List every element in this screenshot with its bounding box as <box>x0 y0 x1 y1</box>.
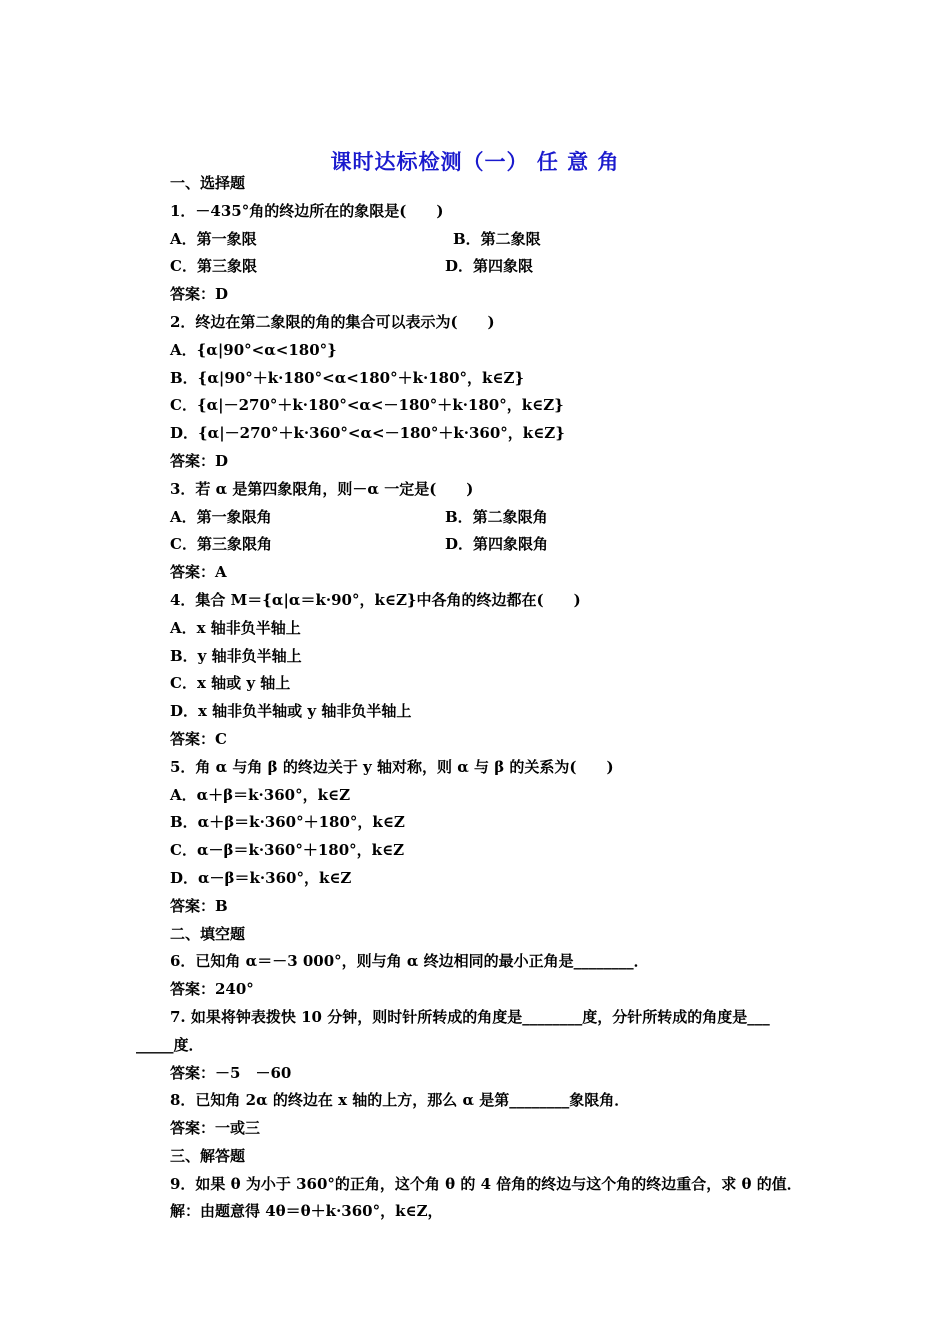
question-5: 5．角 α 与角 β 的终边关于 y 轴对称，则 α 与 β 的关系为( ) <box>170 757 614 776</box>
option-c: C．x 轴或 y 轴上 <box>170 674 291 693</box>
option-a: A．x 轴非负半轴上 <box>170 618 301 637</box>
option-row <box>170 253 820 281</box>
option-c: C．α－β＝k·360°＋180°，k∈Z <box>170 841 405 860</box>
option-c: C．{α|－270°＋k·180°<α<－180°＋k·180°，k∈Z} <box>170 396 564 415</box>
document-body <box>136 170 820 1226</box>
question-2: 2．终边在第二象限的角的集合可以表示为( ) <box>170 312 495 331</box>
question-9: 9．如果 θ 为小于 360°的正角，这个角 θ 的 4 倍角的终边与这个角的终边重合，求 θ 的值． <box>170 1174 802 1193</box>
answer: 答案：C <box>170 729 227 748</box>
option-b: B．{α|90°＋k·180°<α<180°＋k·180°，k∈Z} <box>170 368 525 387</box>
question-7-continued: _____度． <box>136 1035 204 1054</box>
answer: 答案：D <box>170 285 229 304</box>
option-a: A．第一象限 <box>170 229 257 248</box>
option-row <box>170 504 820 532</box>
section-heading: 三、解答题 <box>170 1146 246 1165</box>
section-heading: 一、选择题 <box>170 174 246 192</box>
question-4: 4．集合 M＝{α|α＝k·90°，k∈Z}中各角的终边都在( ) <box>170 590 581 609</box>
option-d: D．第四象限 <box>445 257 534 276</box>
option-b: B．第二象限 <box>453 229 541 248</box>
option-c: C．第三象限 <box>170 257 257 276</box>
option-row <box>170 226 820 254</box>
question-6: 6．已知角 α＝－3 000°，则与角 α 终边相同的最小正角是________． <box>170 952 649 971</box>
answer: 答案：A <box>170 563 227 582</box>
option-a: A．{α|90°<α<180°} <box>170 340 337 359</box>
question-8: 8．已知角 2α 的终边在 x 轴的上方，那么 α 是第________象限角． <box>170 1091 630 1110</box>
answer: 答案：240° <box>170 980 254 999</box>
option-c: C．第三象限角 <box>170 535 272 554</box>
question-7: 7. 如果将钟表拨快 10 分钟，则时针所转成的角度是________度，分针所转成的角度是___ <box>170 1007 770 1026</box>
option-d: D．x 轴非负半轴或 y 轴非负半轴上 <box>170 702 412 721</box>
option-a: A．第一象限角 <box>170 507 272 526</box>
answer: 答案：D <box>170 451 229 470</box>
solution: 解：由题意得 4θ＝θ＋k·360°，k∈Z， <box>170 1202 443 1221</box>
option-d: D．α－β＝k·360°，k∈Z <box>170 868 352 887</box>
question-3: 3．若 α 是第四象限角，则－α 一定是( ) <box>170 479 474 498</box>
answer: 答案：B <box>170 896 228 915</box>
option-d: D．{α|－270°＋k·360°<α<－180°＋k·360°，k∈Z} <box>170 424 565 443</box>
question-1: 1．－435°角的终边所在的象限是( ) <box>170 201 444 220</box>
page-title: 课时达标检测（一） 任 意 角 <box>330 149 620 174</box>
section-heading: 二、填空题 <box>170 924 246 943</box>
option-a: A．α＋β＝k·360°，k∈Z <box>170 785 351 804</box>
option-b: B．y 轴非负半轴上 <box>170 646 302 665</box>
option-row <box>170 531 820 559</box>
option-d: D．第四象限角 <box>445 535 549 554</box>
answer: 答案：一或三 <box>170 1119 261 1138</box>
option-b: B．α＋β＝k·360°＋180°，k∈Z <box>170 813 405 832</box>
option-b: B．第二象限角 <box>445 507 548 526</box>
answer: 答案：－5 －60 <box>170 1063 292 1082</box>
